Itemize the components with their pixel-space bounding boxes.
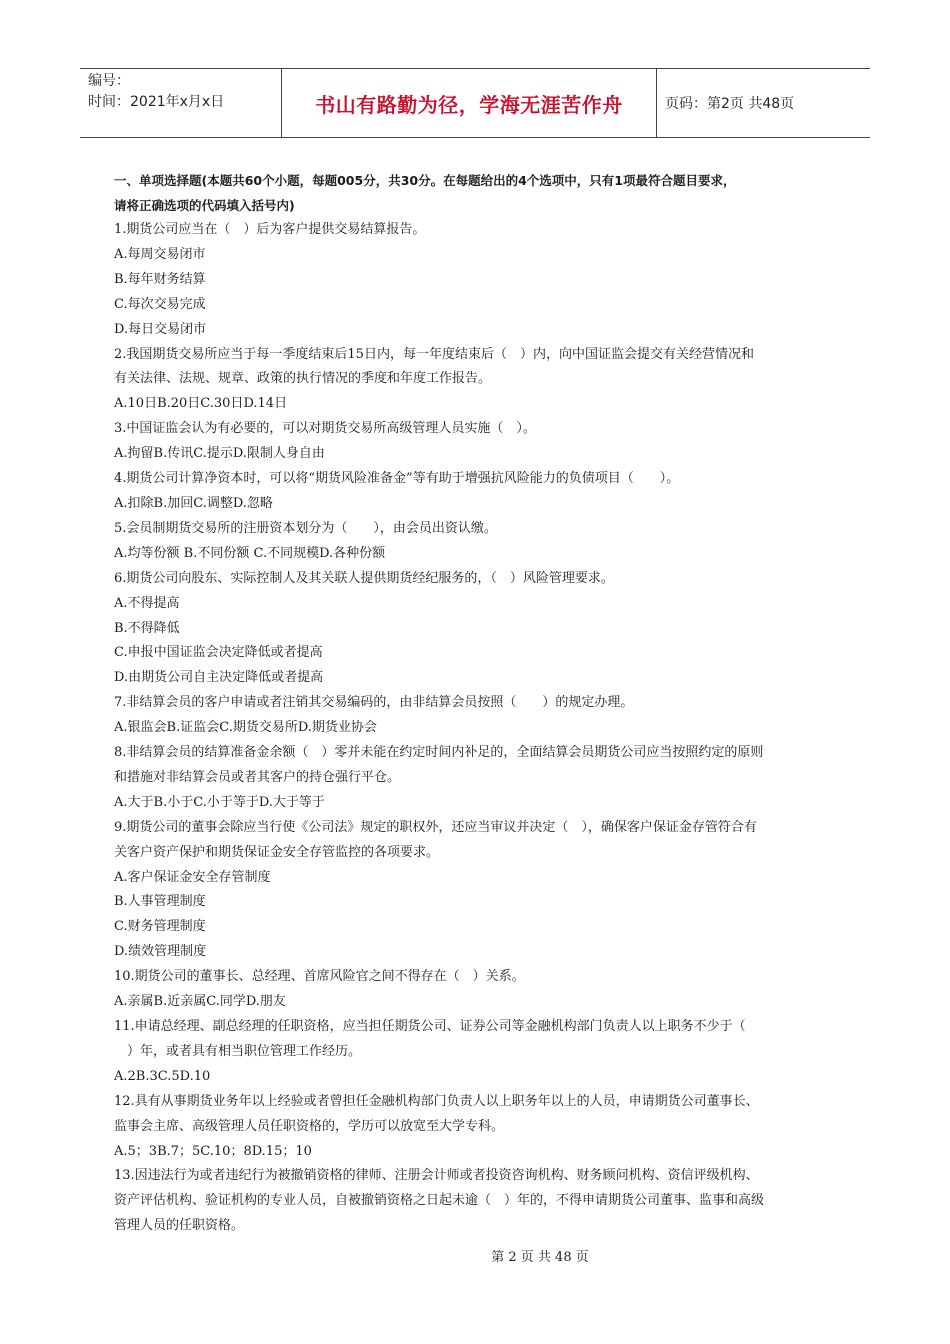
text-line: 13.因违法行为或者违纪行为被撤销资格的律师、注册会计师或者投资咨询机构、财务顾问机构、资信评级机构、 <box>114 1168 759 1184</box>
text-line: 9.期货公司的董事会除应当行使《公司法》规定的职权外，还应当审议并决定（ ），确保客户保证金存管符合有 <box>114 819 757 835</box>
text-line: 3.中国证监会认为有必要的，可以对期货交易所高级管理人员实施（ ）。 <box>114 421 536 437</box>
text-line: A.客户保证金安全存管制度 <box>114 869 271 885</box>
section-title-line: 请将正确选项的代码填入括号内) <box>114 198 295 213</box>
text-line: B.不得降低 <box>114 620 180 636</box>
text-line: ）年，或者具有相当职位管理工作经历。 <box>114 1043 362 1059</box>
text-line: 和措施对非结算会员或者其客户的持仓强行平仓。 <box>114 769 401 785</box>
page-header <box>80 68 870 138</box>
page-footer: 第 2 页 共 48 页 <box>491 1250 589 1265</box>
section-title <box>114 168 849 218</box>
text-line: 资产评估机构、验证机构的专业人员，自被撤销资格之日起未逾（ ）年的，不得申请期货公司董事、监事和高级 <box>114 1193 765 1209</box>
text-line: 管理人员的任职资格。 <box>114 1218 245 1234</box>
text-line: A.拘留B.传讯C.提示D.限制人身自由 <box>114 446 325 462</box>
text-line: A.亲属B.近亲属C.同学D.朋友 <box>114 994 286 1010</box>
document-body <box>114 168 849 1239</box>
question-list <box>114 218 849 1239</box>
text-line: 6.期货公司向股东、实际控制人及其关联人提供期货经纪服务的，（ ）风险管理要求。 <box>114 570 614 586</box>
text-line: 11.申请总经理、副总经理的任职资格，应当担任期货公司、证券公司等金融机构部门负责人以上职务不少于（ <box>114 1019 746 1034</box>
text-line: 2.我国期货交易所应当于每一季度结束后15日内，每一年度结束后（ ）内，向中国证监会提交有关经营情况和 <box>114 346 754 362</box>
time-label: 时间：2021年x月x日 <box>88 94 225 110</box>
text-line: 10.期货公司的董事长、总经理、首席风险官之间不得存在（ ）关系。 <box>114 969 525 985</box>
text-line: D.由期货公司自主决定降低或者提高 <box>114 670 324 686</box>
header-meta <box>80 69 282 137</box>
header-page-label: 页码：第2页 共48页 <box>665 96 795 112</box>
text-line: A.银监会B.证监会C.期货交易所D.期货业协会 <box>114 720 377 736</box>
text-line: A.5；3B.7；5C.10；8D.15；10 <box>114 1143 312 1159</box>
text-line: A.10日B.20日C.30日D.14日 <box>114 396 288 412</box>
text-line: 4.期货公司计算净资本时，可以将“期货风险准备金”等有助于增强抗风险能力的负债项目（ ）。 <box>114 471 680 487</box>
text-line: C.申报中国证监会决定降低或者提高 <box>114 645 323 661</box>
section-title-line: 一、单项选择题(本题共60个小题，每题005分，共30分。在每题给出的4个选项中，只有1项最符合题目要求， <box>114 173 736 188</box>
text-line: B.每年财务结算 <box>114 271 206 287</box>
text-line: 1.期货公司应当在（ ）后为客户提供交易结算报告。 <box>114 222 426 237</box>
text-line: 关客户资产保护和期货保证金安全存管监控的各项要求。 <box>114 844 440 860</box>
number-label: 编号： <box>88 73 130 89</box>
text-line: 5.会员制期货交易所的注册资本划分为（ ），由会员出资认缴。 <box>114 520 497 536</box>
header-motto: 书山有路勤为径，学海无涯苦作舟 <box>282 69 657 137</box>
text-line: A.2B.3C.5D.10 <box>114 1068 211 1084</box>
text-line: 有关法律、法规、规章、政策的执行情况的季度和年度工作报告。 <box>114 371 492 387</box>
text-line: 8.非结算会员的结算准备金余额（ ）零并未能在约定时间内补足的，全面结算会员期货公司应当按照约定的原则 <box>114 745 764 761</box>
text-line: A.不得提高 <box>114 595 180 611</box>
text-line: D.每日交易闭市 <box>114 321 207 337</box>
text-line: A.大于B.小于C.小于等于D.大于等于 <box>114 794 325 810</box>
text-line: A.扣除B.加回C.调整D.忽略 <box>114 495 273 511</box>
text-line: 监事会主席、高级管理人员任职资格的，学历可以放宽至大学专科。 <box>114 1118 505 1134</box>
text-line: A.每周交易闭市 <box>114 246 206 262</box>
text-line: C.财务管理制度 <box>114 919 206 935</box>
text-line: B.人事管理制度 <box>114 894 206 910</box>
text-line: 7.非结算会员的客户申请或者注销其交易编码的，由非结算会员按照（ ）的规定办理。 <box>114 695 634 711</box>
text-line: 12.具有从事期货业务年以上经验或者曾担任金融机构部门负责人以上职务年以上的人员，申请期货公司董事长、 <box>114 1093 759 1109</box>
text-line: C.每次交易完成 <box>114 296 206 312</box>
text-line: D.绩效管理制度 <box>114 944 207 960</box>
text-line: A.均等份额 B.不同份额 C.不同规模D.各种份额 <box>114 545 386 561</box>
